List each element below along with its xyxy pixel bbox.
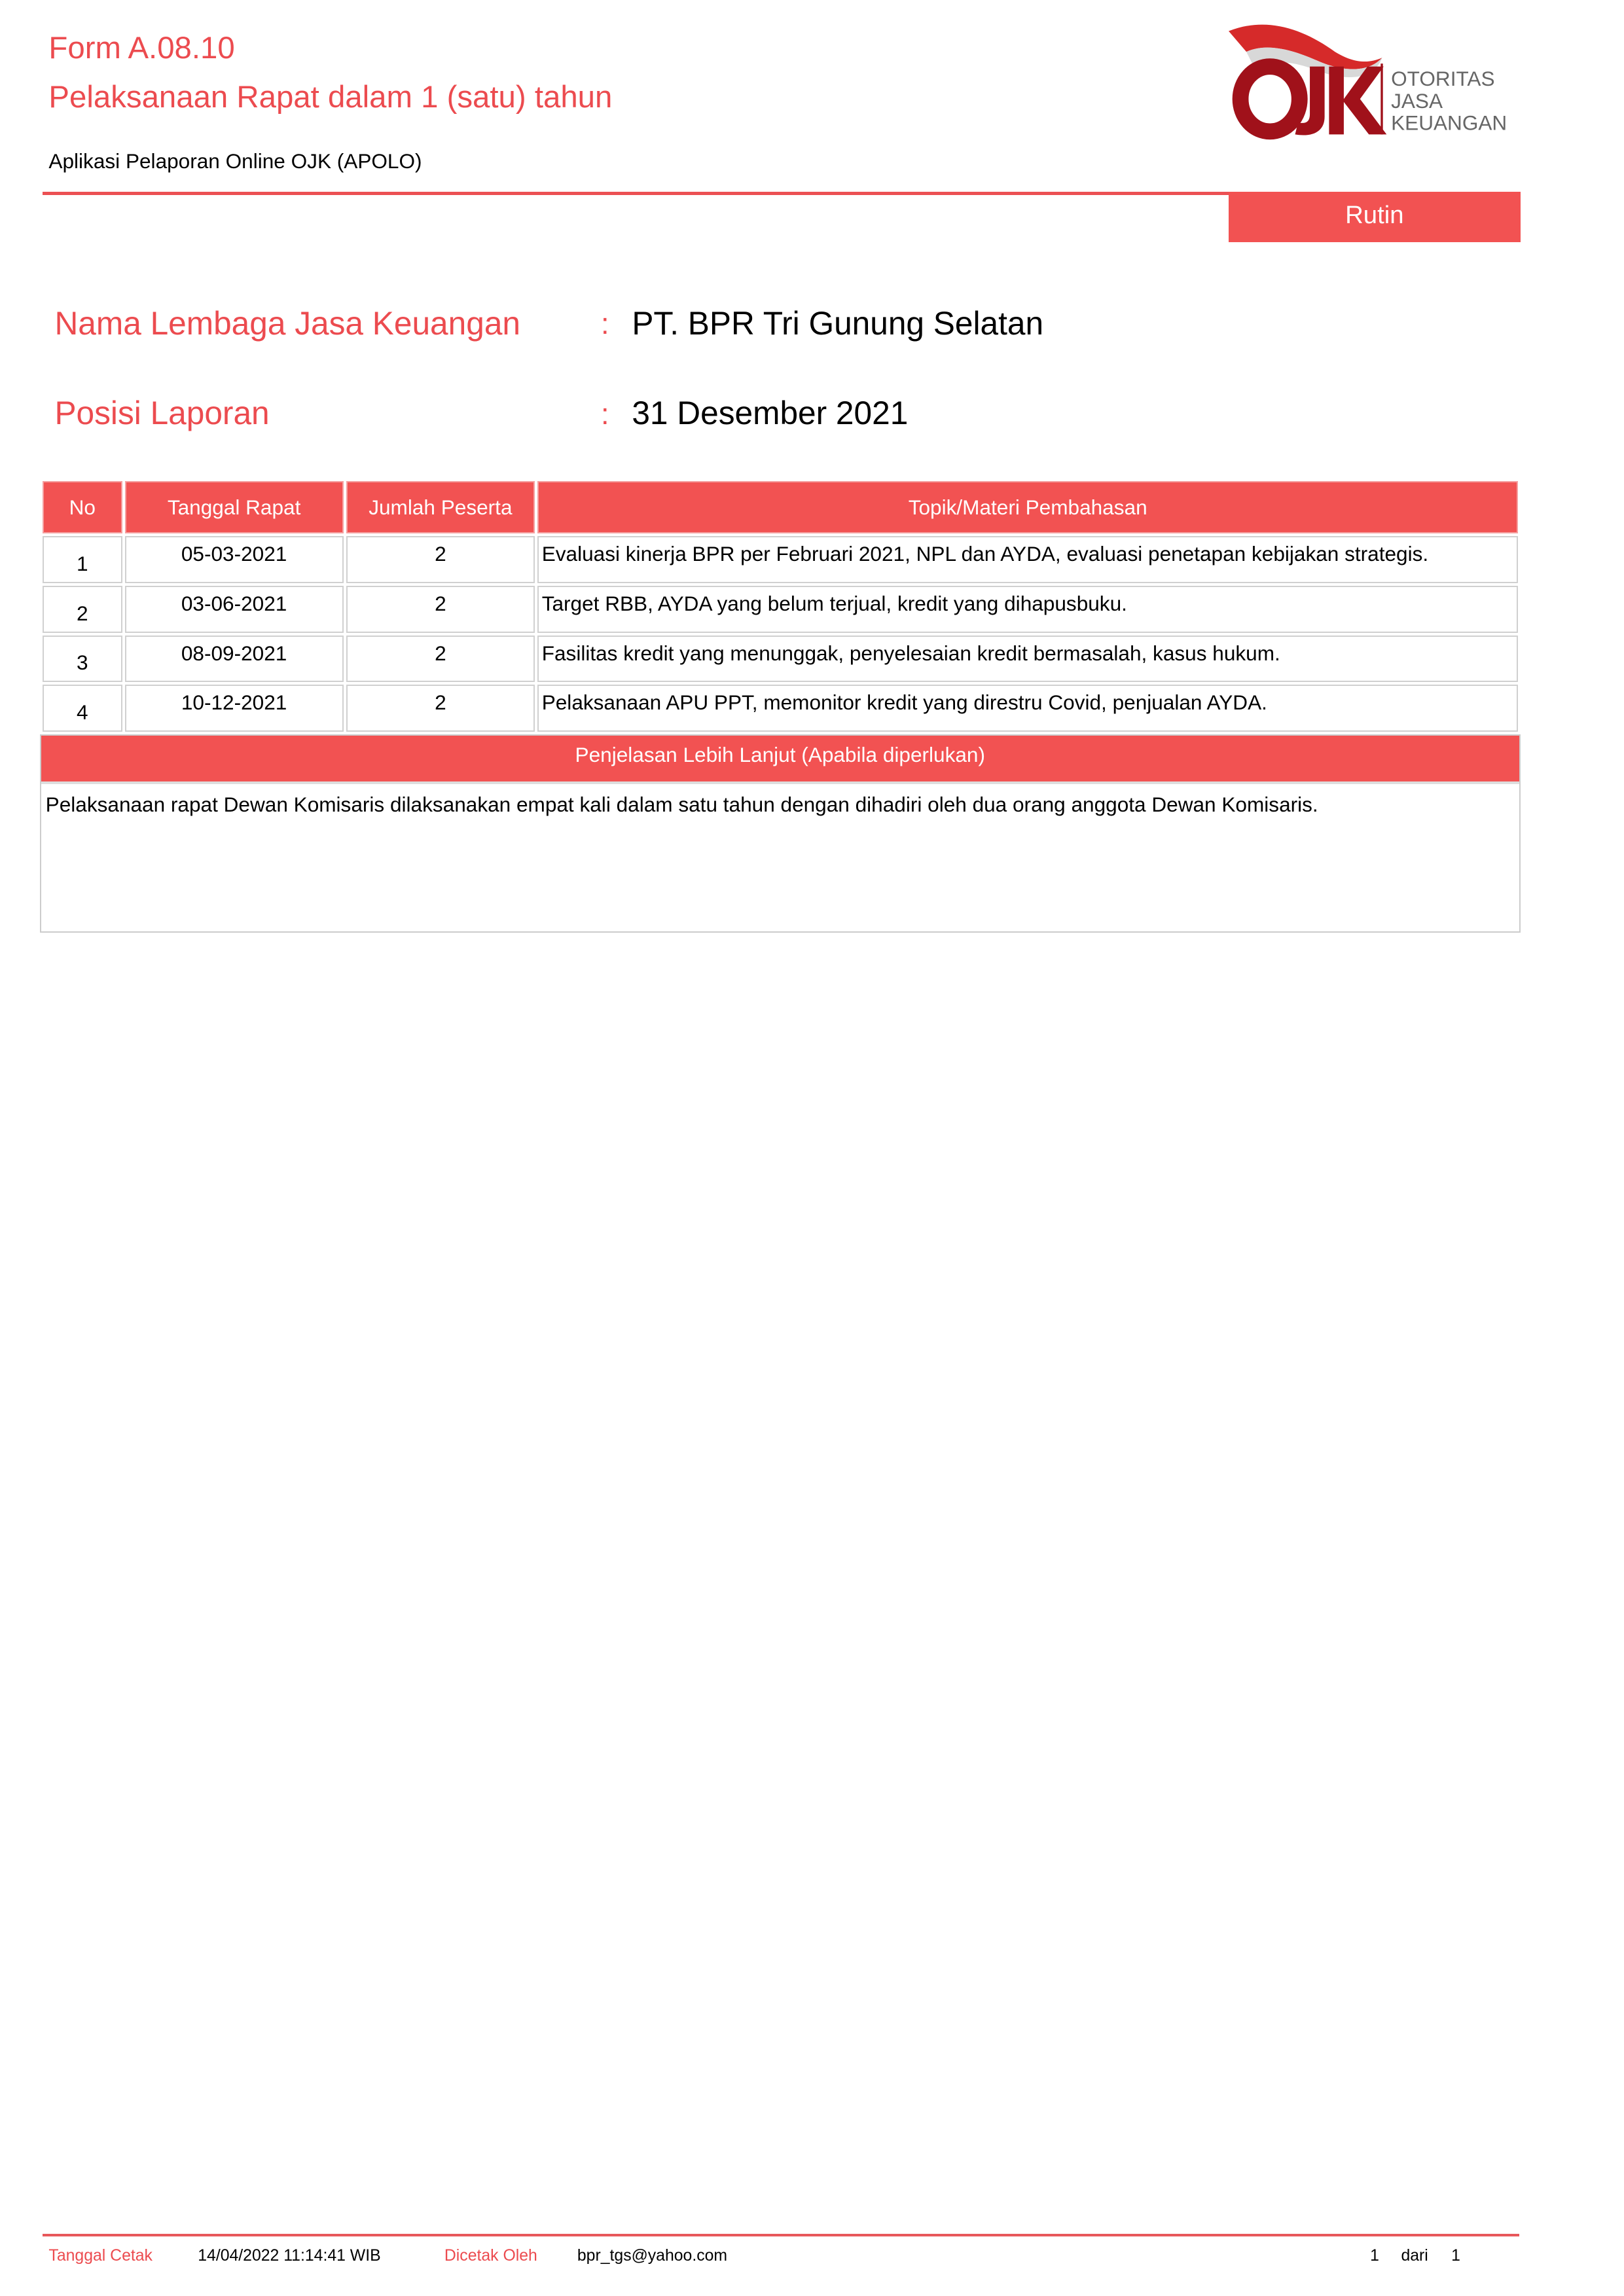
cell-no: 2 — [43, 586, 122, 633]
header-participants: Jumlah Peserta — [346, 481, 535, 534]
cell-date: 08-09-2021 — [125, 636, 344, 683]
further-explanation-header: Penjelasan Lebih Lanjut (Apabila diperlukan) — [41, 736, 1519, 784]
institution-label: Nama Lembaga Jasa Keuangan — [54, 304, 521, 342]
further-explanation-text: Pelaksanaan rapat Dewan Komisaris dilaksanakan empat kali dalam satu tahun dengan dihadiri oleh dua orang anggota Dewan Komisaris. — [45, 793, 1318, 817]
position-colon: : — [600, 397, 609, 431]
svg-text:OTORITAS: OTORITAS — [1390, 66, 1495, 90]
svg-text:KEUANGAN: KEUANGAN — [1390, 111, 1507, 135]
page-of-label: dari — [1401, 2246, 1428, 2265]
form-code: Form A.08.10 — [48, 31, 235, 66]
print-date: 14/04/2022 11:14:41 WIB — [198, 2246, 381, 2265]
app-name: Aplikasi Pelaporan Online OJK (APOLO) — [48, 149, 422, 173]
cell-no: 4 — [43, 685, 122, 732]
table-row — [43, 636, 1518, 683]
cell-date: 05-03-2021 — [125, 536, 344, 583]
cell-participants: 2 — [346, 685, 535, 732]
institution-value: PT. BPR Tri Gunung Selatan — [632, 304, 1044, 342]
header-date: Tanggal Rapat — [125, 481, 344, 534]
header-divider — [43, 192, 1228, 195]
footer-divider — [43, 2234, 1519, 2237]
table-row — [43, 685, 1518, 732]
institution-colon: : — [600, 307, 609, 341]
cell-no: 3 — [43, 636, 122, 683]
cell-participants: 2 — [346, 586, 535, 633]
cell-topic: Evaluasi kinerja BPR per Februari 2021, NPL dan AYDA, evaluasi penetapan kebijakan strategis. — [537, 536, 1518, 583]
cell-date: 10-12-2021 — [125, 685, 344, 732]
printed-by-label: Dicetak Oleh — [444, 2246, 537, 2265]
svg-text:JASA: JASA — [1390, 88, 1443, 113]
ojk-logo — [1229, 22, 1524, 143]
report-type-badge: Rutin — [1229, 192, 1521, 242]
meetings-table — [40, 478, 1521, 734]
total-pages: 1 — [1451, 2246, 1460, 2265]
cell-participants: 2 — [346, 636, 535, 683]
header-topic: Topik/Materi Pembahasan — [537, 481, 1518, 534]
report-content — [40, 478, 1521, 933]
table-row — [43, 536, 1518, 583]
cell-date: 03-06-2021 — [125, 586, 344, 633]
cell-topic: Pelaksanaan APU PPT, memonitor kredit yang direstru Covid, penjualan AYDA. — [537, 685, 1518, 732]
cell-no: 1 — [43, 536, 122, 583]
header-no: No — [43, 481, 122, 534]
print-date-label: Tanggal Cetak — [48, 2246, 153, 2265]
cell-participants: 2 — [346, 536, 535, 583]
form-title: Pelaksanaan Rapat dalam 1 (satu) tahun — [48, 79, 613, 115]
table-row — [43, 586, 1518, 633]
printed-by: bpr_tgs@yahoo.com — [577, 2246, 728, 2265]
further-explanation-box — [40, 734, 1521, 933]
page-number: 1 — [1370, 2246, 1379, 2265]
cell-topic: Fasilitas kredit yang menunggak, penyelesaian kredit bermasalah, kasus hukum. — [537, 636, 1518, 683]
position-label: Posisi Laporan — [54, 395, 270, 432]
cell-topic: Target RBB, AYDA yang belum terjual, kredit yang dihapusbuku. — [537, 586, 1518, 633]
position-value: 31 Desember 2021 — [632, 395, 909, 432]
table-header-row — [43, 481, 1518, 534]
